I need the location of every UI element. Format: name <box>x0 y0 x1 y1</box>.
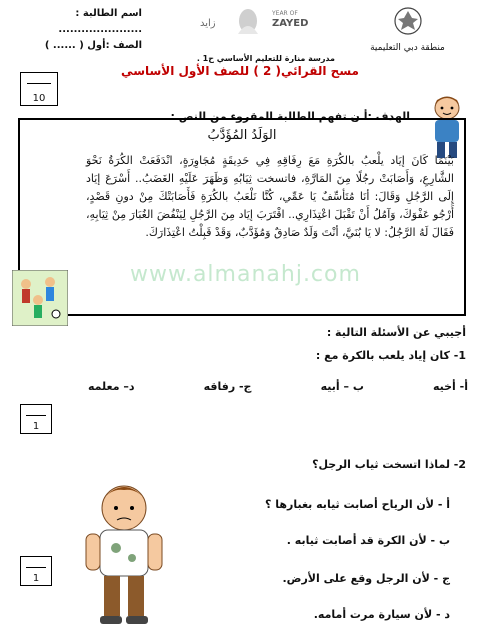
grade-label: الصف :أول ( ...... ) <box>44 40 142 51</box>
watermark: www.almanahj.com <box>130 262 361 287</box>
total-score: 10 <box>32 93 46 104</box>
q1-option-c[interactable]: ج- رفاقه <box>203 380 252 393</box>
lesson-goal: الهدف :أ ن تفهم الطالبة المقروء من النص : <box>170 110 410 123</box>
ministry-line-1: منطقة دبي التعليمية <box>370 43 445 53</box>
q1-score: 1 <box>32 421 40 432</box>
year-of-zayed-logo <box>180 6 320 36</box>
q2-score-box <box>20 556 52 586</box>
q1-option-d[interactable]: د– معلمه <box>88 380 135 393</box>
total-score-box <box>20 72 58 106</box>
questions-intro: أجيبي عن الأسئلة التالية : <box>326 326 466 339</box>
score-blank-line <box>26 415 46 416</box>
kids-playing-ball-icon <box>12 270 68 326</box>
logo-text: ZAYED <box>272 18 309 29</box>
page-title: مسح القرائي( 2 ) للصف الأول الأساسي <box>121 64 359 78</box>
uae-emblem-icon <box>393 6 423 36</box>
score-blank-line <box>27 83 51 84</box>
score-blank-line <box>26 567 46 568</box>
q1-option-a[interactable]: أ- أخيه <box>432 380 468 393</box>
question-2: 2- لماذا اتسخت ثياب الرجل؟ <box>312 458 466 471</box>
logo-subtext: YEAR OF <box>272 10 298 17</box>
q2-option-a[interactable]: أ - لأن الرياح أصابت ثيابه بغبارها ؟ <box>265 498 450 511</box>
student-name-label: اسم الطالبة : ...................... <box>58 8 142 35</box>
ministry-header <box>345 6 470 54</box>
q1-option-b[interactable]: ب – أبيه <box>320 380 364 393</box>
passage-title: الوَلَدُ المُؤَدَّبُ <box>207 128 277 143</box>
svg-text:زايد: زايد <box>200 18 216 29</box>
question-1-options <box>88 380 468 393</box>
school-line: مدرسة منارة للتعليم الأساسي ح1 . <box>196 54 335 63</box>
student-info <box>12 6 142 54</box>
q1-score-box <box>20 404 52 434</box>
q2-option-d[interactable]: د - لأن سيارة مرت أمامه. <box>313 608 450 621</box>
question-1: 1- كان إياد يلعب بالكرة مع : <box>315 349 466 362</box>
sad-boy-illustration-icon <box>76 478 172 628</box>
q2-option-b[interactable]: ب - لأن الكرة قد أصابت ثيابه . <box>286 534 450 547</box>
passage-text: بَيْنَمَا كَانَ إيَاد يلْعبُ بالكُرَةِ مَعَ رِفَاقِهِ فِي حَدِيقَةٍ مُجَاوِرَةٍ، انْدَفَعَتْ الكُرَةُ نَحْوَ الشَّارِعِ، وَأَصَابَتْ رجُلًا مِنَ المَارَّةِ، فاتسخت ثِيَابُهِ وَظَهَرَ عَلَيْهِ الغَضَبُ.. أَسْرَعَ إيَاد إِلَى الرَّجُلِ وَقَالَ: أنَا مُتَأسِّفٌ يَا عَمِّي، كُنَّا نَلْعَبُ بالكُرَةِ فَأَصَابَتْكَ مِنْ دونِ قَصْدٍ، أَرْجُو عَفْوَكَ، وَآمُلُ أَنْ تَقْبَلَ اعْتِذَارِي.. اقْتَرَبَ إيَاد مِنَ الرَّجُلِ لِيَنْفُضَ الغُبَارَ مِنْ ثِيَابِهِ، فَقَالَ لَهُ الرَّجُلُ: لا يَا بُنَيَّ، أنْتَ وَلَدٌ صَادِقٌ وَمُؤَدَّبٌ، وَقَدْ قَبِلْتُ اعْتِذَارَكَ. <box>86 154 454 239</box>
q2-score: 1 <box>32 573 40 584</box>
q2-option-c[interactable]: ج - لأن الرجل وقع على الأرض. <box>282 572 450 585</box>
